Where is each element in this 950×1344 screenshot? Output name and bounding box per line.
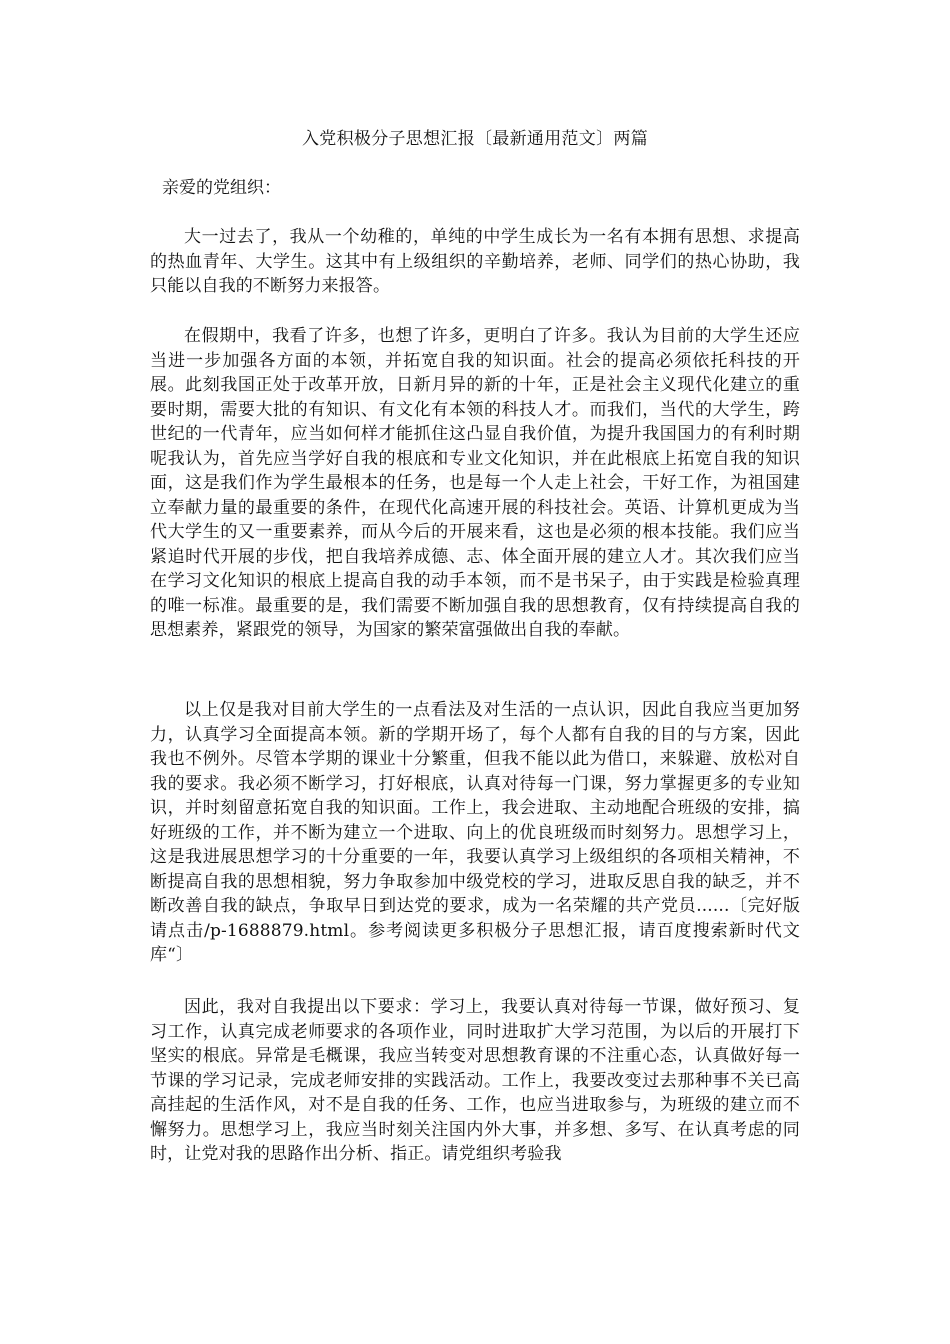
document-title: 入党积极分子思想汇报〔最新通用范文〕两篇 bbox=[302, 129, 648, 149]
paragraph-3: 以上仅是我对目前大学生的一点看法及对生活的一点认识，因此自我应当更加努力，认真学习全面提高本领。新的学期开场了，每个人都有自我的目的与方案，因此我也不例外。尽管本学期的课业十分繁重，但我不能以此为借口，来躲避、放松对自我的要求。我必须不断学习，打好根底，认真对待每一门课，努力掌握更多的专业知识，并时刻留意拓宽自我的知识面。工作上，我会进取、主动地配合班级的安排，搞好班级的工作，并不断为建立一个进取、向上的优良班级而时刻努力。思想学习上，这是我进展思想学习的十分重要的一年，我要认真学习上级组织的各项相关精神，不断提高自我的思想相貌，努力争取参加中级党校的学习，进取反思自我的缺乏，并不断改善自我的缺点，争取早日到达党的要求，成为一名荣耀的共产党员......〔完好版请点击/p-1688879.html。参考阅读更多积极分子思想汇报，请百度搜索新时代文库“〕 bbox=[150, 700, 800, 965]
salutation: 亲爱的党组织： bbox=[162, 178, 281, 198]
paragraph-2: 在假期中，我看了许多，也想了许多，更明白了许多。我认为目前的大学生还应当进一步加强各方面的本领，并拓宽自我的知识面。社会的提高必须依托科技的开展。此刻我国正处于改革开放，日新月异的新的十年，正是社会主义现代化建立的重要时期，需要大批的有知识、有文化有本领的科技人才。而我们，当代的大学生，跨世纪的一代青年，应当如何样才能抓住这凸显自我价值，为提升我国国力的有利时期呢我认为，首先应当学好自我的根底和专业文化知识，并在此根底上拓宽自我的知识面，这是我们作为学生最根本的任务，也是每一个人走上社会，干好工作，为祖国建立奉献力量的最重要的条件，在现代化高速开展的科技社会。英语、计算机更成为当代大学生的又一重要素养，而从今后的开展来看，这也是必须的根本技能。我们应当紧追时代开展的步伐，把自我培养成德、志、体全面开展的建立人才。其次我们应当在学习文化知识的根底上提高自我的动手本领，而不是书呆子，由于实践是检验真理的唯一标准。最重要的是，我们需要不断加强自我的思想教育，仅有持续提高自我的思想素养，紧跟党的领导，为国家的繁荣富强做出自我的奉献。 bbox=[150, 326, 800, 640]
paragraph-4: 因此，我对自我提出以下要求：学习上，我要认真对待每一节课，做好预习、复习工作，认真完成老师要求的各项作业，同时进取扩大学习范围，为以后的开展打下坚实的根底。异常是毛概课，我应当转变对思想教育课的不注重心态，认真做好每一节课的学习记录，完成老师安排的实践活动。工作上，我要改变过去那种事不关已高高挂起的生活作风，对不是自我的任务、工作，也应当进取参与，为班级的建立而不懈努力。思想学习上，我应当时刻关注国内外大事，并多想、多写、在认真考虑的同时，让党对我的思路作出分析、指正。请党组织考验我 bbox=[150, 997, 800, 1164]
paragraph-1: 大一过去了，我从一个幼稚的，单纯的中学生成长为一名有本拥有思想、求提高的热血青年、大学生。这其中有上级组织的辛勤培养，老师、同学们的热心协助，我只能以自我的不断努力来报答。 bbox=[150, 227, 800, 296]
